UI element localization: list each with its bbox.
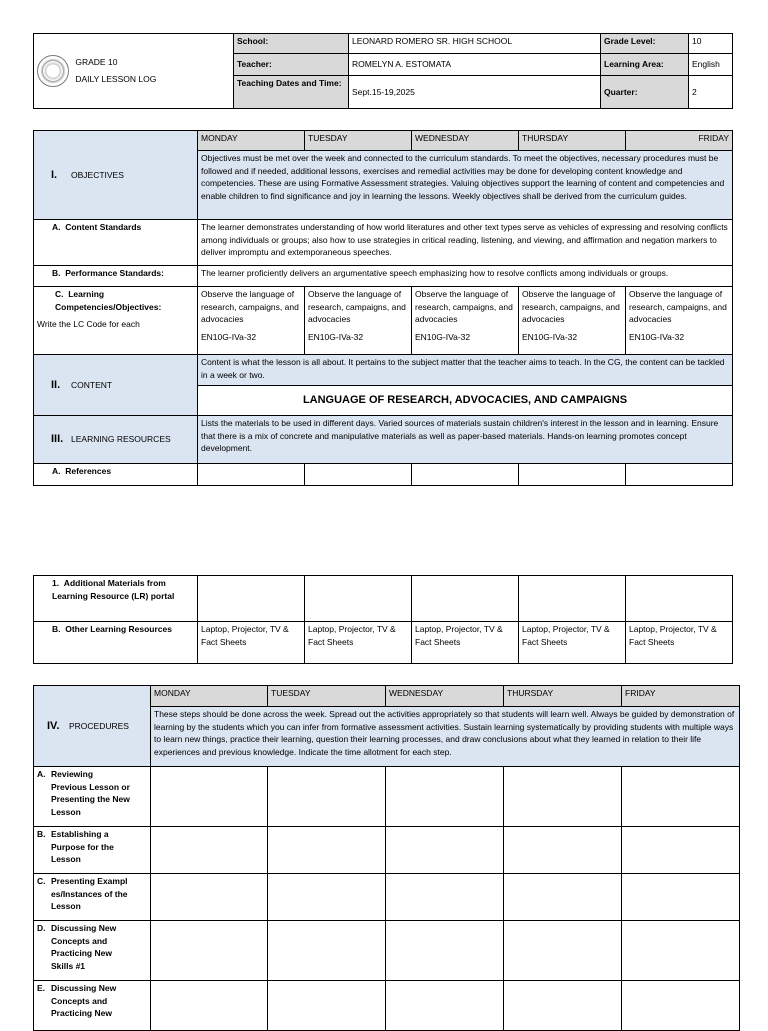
procedures-num: IV. bbox=[47, 719, 60, 732]
step-b-thursday bbox=[504, 827, 622, 874]
step-a-friday bbox=[622, 767, 740, 827]
step-a bbox=[34, 767, 151, 827]
additional-wednesday bbox=[412, 576, 519, 622]
lc-text: Observe the language of research, campaigns, and advocacies bbox=[629, 289, 727, 324]
lc-friday bbox=[626, 287, 733, 355]
additional-friday bbox=[626, 576, 733, 622]
grade-level-value: 10 bbox=[689, 34, 733, 54]
step-c-friday bbox=[622, 874, 740, 921]
grade-level-label: Grade Level: bbox=[601, 34, 689, 54]
lc-text: Observe the language of research, campaigns, and advocacies bbox=[522, 289, 620, 324]
resources-header bbox=[34, 416, 198, 464]
log-title: DAILY LESSON LOG bbox=[75, 74, 157, 84]
day-friday: FRIDAY bbox=[626, 131, 733, 151]
content-header bbox=[34, 355, 198, 416]
step-b-wednesday bbox=[386, 827, 504, 874]
step-b bbox=[34, 827, 151, 874]
step-letter: B. bbox=[37, 829, 46, 839]
objectives-title: OBJECTIVES bbox=[71, 169, 124, 180]
step-e-monday bbox=[151, 981, 268, 1031]
dates-label: Teaching Dates and Time: bbox=[234, 76, 349, 109]
lc-code: EN10G-IVa-32 bbox=[522, 331, 578, 342]
proc-day-friday: FRIDAY bbox=[622, 686, 740, 707]
learning-area-value: English bbox=[689, 54, 733, 76]
step-d-tuesday bbox=[268, 921, 386, 981]
step-c-monday bbox=[151, 874, 268, 921]
step-b-friday bbox=[622, 827, 740, 874]
references-label: A. References bbox=[34, 464, 198, 486]
content-topic: LANGUAGE OF RESEARCH, ADVOCACIES, AND CAMPAIGNS bbox=[198, 386, 733, 416]
header-table bbox=[33, 33, 733, 109]
header-title-cell bbox=[34, 34, 234, 109]
step-d-wednesday bbox=[386, 921, 504, 981]
step-d-thursday bbox=[504, 921, 622, 981]
step-d-monday bbox=[151, 921, 268, 981]
lc-code: EN10G-IVa-32 bbox=[201, 331, 257, 342]
step-e-thursday bbox=[504, 981, 622, 1031]
step-a-tuesday bbox=[268, 767, 386, 827]
lc-label: C. Learning Competencies/Objectives: bbox=[55, 289, 162, 312]
step-e bbox=[34, 981, 151, 1031]
deped-seal-icon bbox=[37, 55, 69, 87]
step-letter: E. bbox=[37, 983, 46, 993]
content-num: II. bbox=[51, 378, 61, 391]
content-title: CONTENT bbox=[71, 379, 113, 390]
resources-title: LEARNING RESOURCES bbox=[71, 434, 171, 445]
lc-text: Observe the language of research, campaigns, and advocacies bbox=[415, 289, 513, 324]
step-label: Discussing New Concepts and Practicing New Skills #1 bbox=[51, 923, 117, 971]
additional-thursday bbox=[519, 576, 626, 622]
proc-day-wednesday: WEDNESDAY bbox=[386, 686, 504, 707]
references-wednesday bbox=[412, 464, 519, 486]
step-label: Reviewing Previous Lesson or Presenting the New Lesson bbox=[51, 769, 130, 817]
lc-text: Observe the language of research, campaigns, and advocacies bbox=[201, 289, 299, 324]
additional-materials-label: 1. Additional Materials from Learning Resource (LR) portal bbox=[34, 576, 198, 622]
objectives-text: Objectives must be met over the week and connected to the curriculum standards. To meet the objectives, necessary procedures must be followed and if needed, additional lessons, exercises and remedial activities may be done for developing content knowledge and competencies. These are using Formative Assessment strategies. Valuing objectives support the learning of content and competencies and enable children to find significance and joy in learning the lessons. Weekly objectives shall be derived from the curriculum guides. bbox=[198, 151, 733, 220]
step-c-thursday bbox=[504, 874, 622, 921]
references-friday bbox=[626, 464, 733, 486]
step-label: Establishing a Purpose for the Lesson bbox=[51, 829, 114, 864]
step-c-wednesday bbox=[386, 874, 504, 921]
procedures-text: These steps should be done across the week. Spread out the activities appropriately so that students will learn well. Always be guided by demonstration of learning by the students which you can infer from formative assessment activities. Sustain learning systematically by providing students with multiple ways to learn new things, practice their learning, question their learning processes, and draw conclusions about what they learned in relation to their life experiences and previous knowledge. Indicate the time allotment for each step. bbox=[151, 707, 740, 767]
day-wednesday: WEDNESDAY bbox=[412, 131, 519, 151]
teacher-value: ROMELYN A. ESTOMATA bbox=[349, 54, 601, 76]
proc-day-tuesday: TUESDAY bbox=[268, 686, 386, 707]
step-a-wednesday bbox=[386, 767, 504, 827]
performance-text: The learner proficiently delivers an argumentative speech emphasizing how to resolve conflicts among individuals or groups. bbox=[198, 266, 733, 287]
lc-label-cell bbox=[34, 287, 198, 355]
other-wednesday: Laptop, Projector, TV & Fact Sheets bbox=[412, 622, 519, 664]
procedures-title: PROCEDURES bbox=[69, 720, 129, 731]
step-b-monday bbox=[151, 827, 268, 874]
resources-num: III. bbox=[51, 433, 64, 446]
lc-thursday bbox=[519, 287, 626, 355]
step-c-tuesday bbox=[268, 874, 386, 921]
step-letter: C. bbox=[37, 876, 46, 886]
quarter-label: Quarter: bbox=[601, 76, 689, 109]
procedures-table bbox=[33, 685, 740, 1031]
additional-monday bbox=[198, 576, 305, 622]
day-tuesday: TUESDAY bbox=[305, 131, 412, 151]
lc-text: Observe the language of research, campaigns, and advocacies bbox=[308, 289, 406, 324]
references-monday bbox=[198, 464, 305, 486]
school-value: LEONARD ROMERO SR. HIGH SCHOOL bbox=[349, 34, 601, 54]
resources-text: Lists the materials to be used in different days. Varied sources of materials sustain children's interest in the lesson and in learning. Ensure that there is a mix of concrete and manipulative materials as well as paper-based materials. Hands-on learning promotes concept development. bbox=[198, 416, 733, 464]
step-label: Discussing New Concepts and Practicing New bbox=[51, 983, 117, 1018]
proc-day-monday: MONDAY bbox=[151, 686, 268, 707]
other-monday: Laptop, Projector, TV & Fact Sheets bbox=[198, 622, 305, 664]
objectives-header bbox=[34, 131, 198, 220]
references-thursday bbox=[519, 464, 626, 486]
procedures-header bbox=[34, 686, 151, 767]
proc-day-thursday: THURSDAY bbox=[504, 686, 622, 707]
teacher-label: Teacher: bbox=[234, 54, 349, 76]
step-d bbox=[34, 921, 151, 981]
step-c bbox=[34, 874, 151, 921]
other-thursday: Laptop, Projector, TV & Fact Sheets bbox=[519, 622, 626, 664]
step-letter: D. bbox=[37, 923, 46, 933]
step-b-tuesday bbox=[268, 827, 386, 874]
lc-wednesday bbox=[412, 287, 519, 355]
step-d-friday bbox=[622, 921, 740, 981]
step-e-friday bbox=[622, 981, 740, 1031]
dates-value: Sept.15-19,2025 bbox=[349, 76, 601, 109]
other-tuesday: Laptop, Projector, TV & Fact Sheets bbox=[305, 622, 412, 664]
school-label: School: bbox=[234, 34, 349, 54]
day-monday: MONDAY bbox=[198, 131, 305, 151]
content-standards-label: A. Content Standards bbox=[34, 220, 198, 266]
lc-code: EN10G-IVa-32 bbox=[415, 331, 471, 342]
step-e-tuesday bbox=[268, 981, 386, 1031]
step-letter: A. bbox=[37, 769, 46, 779]
other-resources-label: B. Other Learning Resources bbox=[34, 622, 198, 664]
grade-title: GRADE 10 bbox=[75, 57, 118, 67]
step-a-thursday bbox=[504, 767, 622, 827]
quarter-value: 2 bbox=[689, 76, 733, 109]
additional-tuesday bbox=[305, 576, 412, 622]
references-tuesday bbox=[305, 464, 412, 486]
performance-label: B. Performance Standards: bbox=[34, 266, 198, 287]
objectives-num: I. bbox=[51, 168, 58, 181]
step-label: Presenting Examples/Instances of the Lesson bbox=[51, 876, 128, 911]
content-text: Content is what the lesson is all about. It pertains to the subject matter that the teacher aims to teach. In the CG, the content can be tackled in a week or two. bbox=[198, 355, 733, 386]
lc-tuesday bbox=[305, 287, 412, 355]
lc-code: EN10G-IVa-32 bbox=[308, 331, 364, 342]
lc-monday bbox=[198, 287, 305, 355]
resources-table bbox=[33, 575, 733, 664]
lc-code: EN10G-IVa-32 bbox=[629, 331, 685, 342]
learning-area-label: Learning Area: bbox=[601, 54, 689, 76]
lc-note: Write the LC Code for each bbox=[37, 319, 140, 329]
other-friday: Laptop, Projector, TV & Fact Sheets bbox=[626, 622, 733, 664]
day-thursday: THURSDAY bbox=[519, 131, 626, 151]
content-standards-text: The learner demonstrates understanding of how world literatures and other text types serve as vehicles of expressing and resolving conflicts among individuals or groups; also how to use strategies in critical reading, listening, and viewing, and affirmation and negation markers to deliver impromptu and extemporaneous speeches. bbox=[198, 220, 733, 266]
step-e-wednesday bbox=[386, 981, 504, 1031]
step-a-monday bbox=[151, 767, 268, 827]
objectives-table bbox=[33, 130, 733, 486]
